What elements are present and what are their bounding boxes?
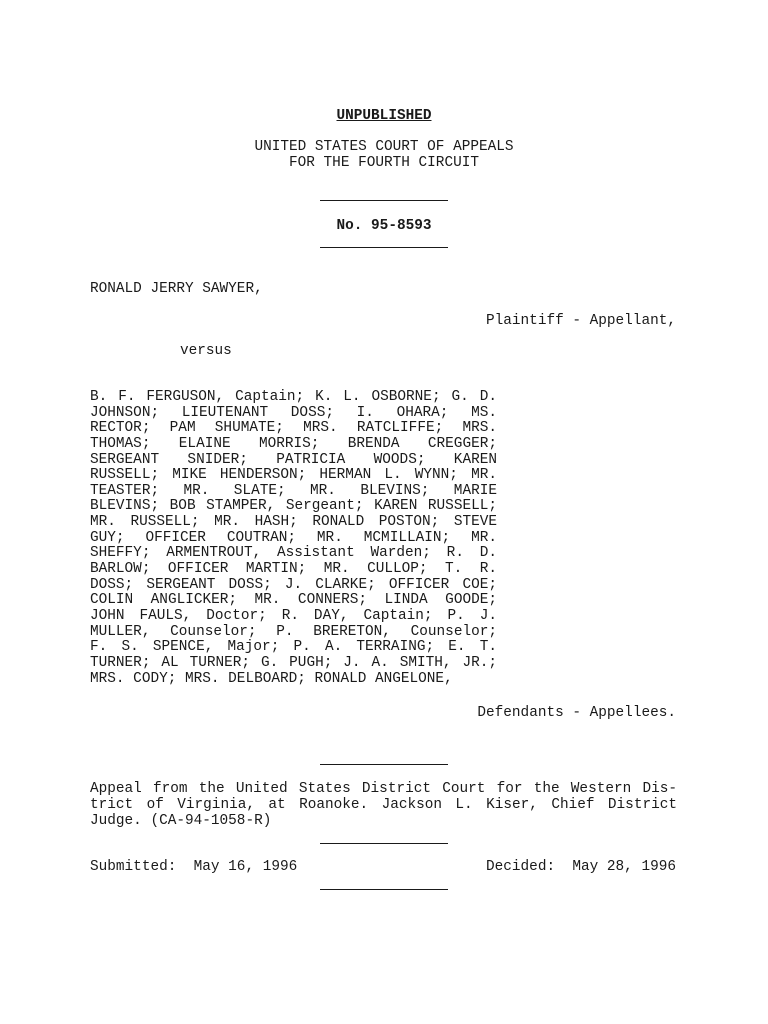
defendants-line: THOMAS; ELAINE MORRIS; BRENDA CREGGER; xyxy=(90,435,497,452)
submitted-date: Submitted: May 16, 1996 xyxy=(90,859,298,875)
defendants-line: B. F. FERGUSON, Captain; K. L. OSBORNE; G. D. xyxy=(90,389,497,405)
defendants-line: DOSS; SERGEANT DOSS; J. CLARKE; OFFICER COE; xyxy=(90,576,497,593)
defendants-line: GUY; OFFICER COUTRAN; MR. MCMILLAIN; MR. xyxy=(90,529,497,546)
defendants-role: Defendants - Appellees. xyxy=(477,705,676,721)
defendants-line: JOHN FAULS, Doctor; R. DAY, Captain; P. J. xyxy=(90,607,497,624)
defendants-line: BLEVINS; BOB STAMPER, Sergeant; KAREN RUSSELL; xyxy=(90,498,497,515)
appeal-line: trict of Virginia, at Roanoke. Jackson L. Kiser, Chief District xyxy=(90,797,677,814)
unpublished-label: UNPUBLISHED xyxy=(336,108,432,124)
court-name-line2: FOR THE FOURTH CIRCUIT xyxy=(289,155,479,171)
appeal-paragraph xyxy=(90,781,677,830)
defendants-line: SERGEANT SNIDER; PATRICIA WOODS; KAREN xyxy=(90,451,497,468)
court-name-line1: UNITED STATES COURT OF APPEALS xyxy=(254,139,514,155)
defendants-line: MR. RUSSELL; MR. HASH; RONALD POSTON; STEVE xyxy=(90,514,497,531)
divider-rule xyxy=(320,247,448,248)
decided-date: Decided: May 28, 1996 xyxy=(486,859,676,875)
divider-rule xyxy=(320,843,448,844)
defendants-line: MULLER, Counselor; P. BRERETON, Counselor; xyxy=(90,623,497,640)
defendants-line: TEASTER; MR. SLATE; MR. BLEVINS; MARIE xyxy=(90,482,497,499)
divider-rule xyxy=(320,764,448,765)
appeal-line: Judge. (CA-94-1058-R) xyxy=(90,813,272,830)
defendants-line: MRS. CODY; MRS. DELBOARD; RONALD ANGELONE, xyxy=(90,670,453,687)
plaintiff-name: RONALD JERRY SAWYER, xyxy=(90,281,263,297)
defendants-line: SHEFFY; ARMENTROUT, Assistant Warden; R. D. xyxy=(90,545,497,562)
defendants-line: JOHNSON; LIEUTENANT DOSS; I. OHARA; MS. xyxy=(90,404,497,421)
defendants-line: BARLOW; OFFICER MARTIN; MR. CULLOP; T. R. xyxy=(90,561,497,578)
case-number: No. 95-8593 xyxy=(336,218,432,234)
defendants-list xyxy=(90,390,497,687)
defendants-line: RECTOR; PAM SHUMATE; MRS. RATCLIFFE; MRS. xyxy=(90,420,497,437)
defendants-line: COLIN ANGLICKER; MR. CONNERS; LINDA GOODE; xyxy=(90,592,497,609)
defendants-line: RUSSELL; MIKE HENDERSON; HERMAN L. WYNN; MR. xyxy=(90,467,497,484)
defendants-line: F. S. SPENCE, Major; P. A. TERRAING; E. T. xyxy=(90,639,497,656)
plaintiff-role: Plaintiff - Appellant, xyxy=(486,313,676,329)
divider-rule xyxy=(320,200,448,201)
defendants-line: TURNER; AL TURNER; G. PUGH; J. A. SMITH, JR.; xyxy=(90,654,497,671)
versus-label: versus xyxy=(180,343,232,359)
divider-rule xyxy=(320,889,448,890)
appeal-line: Appeal from the United States District Court for the Western Dis- xyxy=(90,781,677,797)
